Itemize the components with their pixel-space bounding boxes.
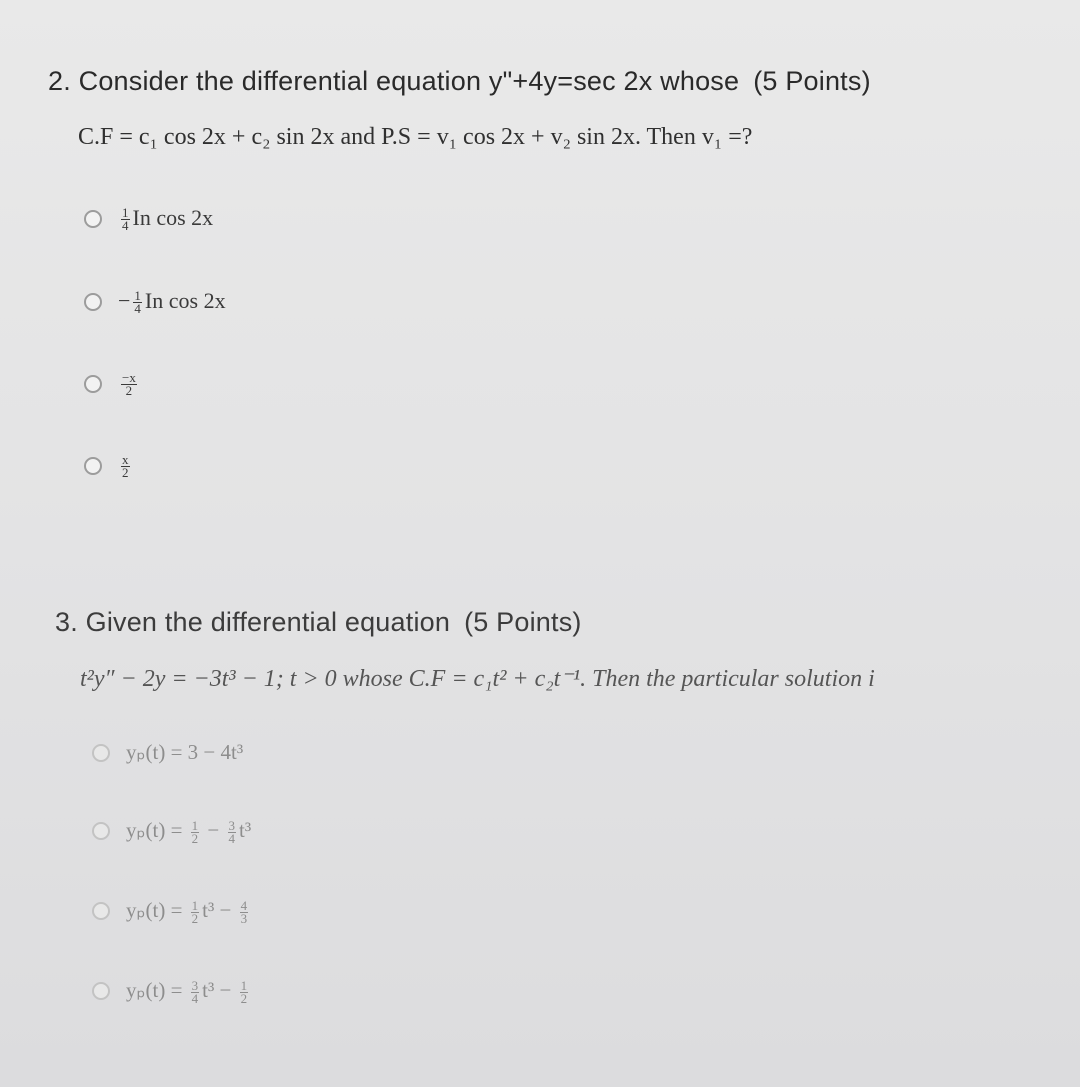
- question-2-statement: C.F = c₁ cos 2x + c₂ sin 2x and P.S = v₁ cos 2x + v₂ sin 2x. Then v₁ =?: [78, 124, 753, 150]
- q2-option-3[interactable]: [84, 370, 140, 397]
- question-3-points: (5 Points): [464, 607, 582, 637]
- q2-option-2[interactable]: [84, 288, 226, 315]
- q2-option-1-label: $\frac{1}{4}$ In cos 2x: [122, 205, 214, 234]
- q3-option-1[interactable]: [92, 740, 243, 765]
- question-3-text: 3. Given the differential equation: [55, 607, 451, 637]
- question-2-title: [48, 66, 871, 97]
- radio-button[interactable]: [92, 822, 110, 840]
- question-2-text: 2. Consider the differential equation y"+4y=sec 2x whose: [48, 66, 740, 96]
- q3-option-3-label: yₚ(t) = $\frac{1}{2}$ t³ − $\frac{4}{3}$: [126, 897, 248, 926]
- q3-option-2-label: yₚ(t) = $\frac{1}{2}$ − $\frac{3}{4}$ t³: [126, 817, 252, 846]
- radio-button[interactable]: [92, 982, 110, 1000]
- question-3-title: [55, 607, 582, 638]
- q2-option-3-label: $\frac{-x}{2}$: [122, 370, 136, 399]
- radio-button[interactable]: [84, 293, 102, 311]
- radio-button[interactable]: [84, 457, 102, 475]
- radio-button[interactable]: [92, 744, 110, 762]
- radio-button[interactable]: [92, 902, 110, 920]
- q3-option-1-label: yₚ(t) = 3 − 4t³: [126, 740, 244, 764]
- q2-option-4[interactable]: [84, 452, 133, 479]
- radio-button[interactable]: [84, 210, 102, 228]
- q2-option-1[interactable]: [84, 205, 213, 232]
- radio-button[interactable]: [84, 375, 102, 393]
- q2-option-4-label: $\frac{x}{2}$: [122, 452, 129, 481]
- question-2-points: (5 Points): [753, 66, 871, 96]
- question-3-statement: t²y″ − 2y = −3t³ − 1; t > 0 whose C.F = c₁t² + c₂t⁻¹. Then the particular solution i: [80, 666, 875, 692]
- q2-option-2-label: − $\frac{1}{4}$ In cos 2x: [118, 288, 226, 317]
- q3-option-3[interactable]: [92, 898, 251, 925]
- q3-option-2[interactable]: [92, 818, 251, 845]
- q3-option-4-label: yₚ(t) = $\frac{3}{4}$ t³ − $\frac{1}{2}$: [126, 977, 248, 1006]
- q3-option-4[interactable]: [92, 978, 251, 1005]
